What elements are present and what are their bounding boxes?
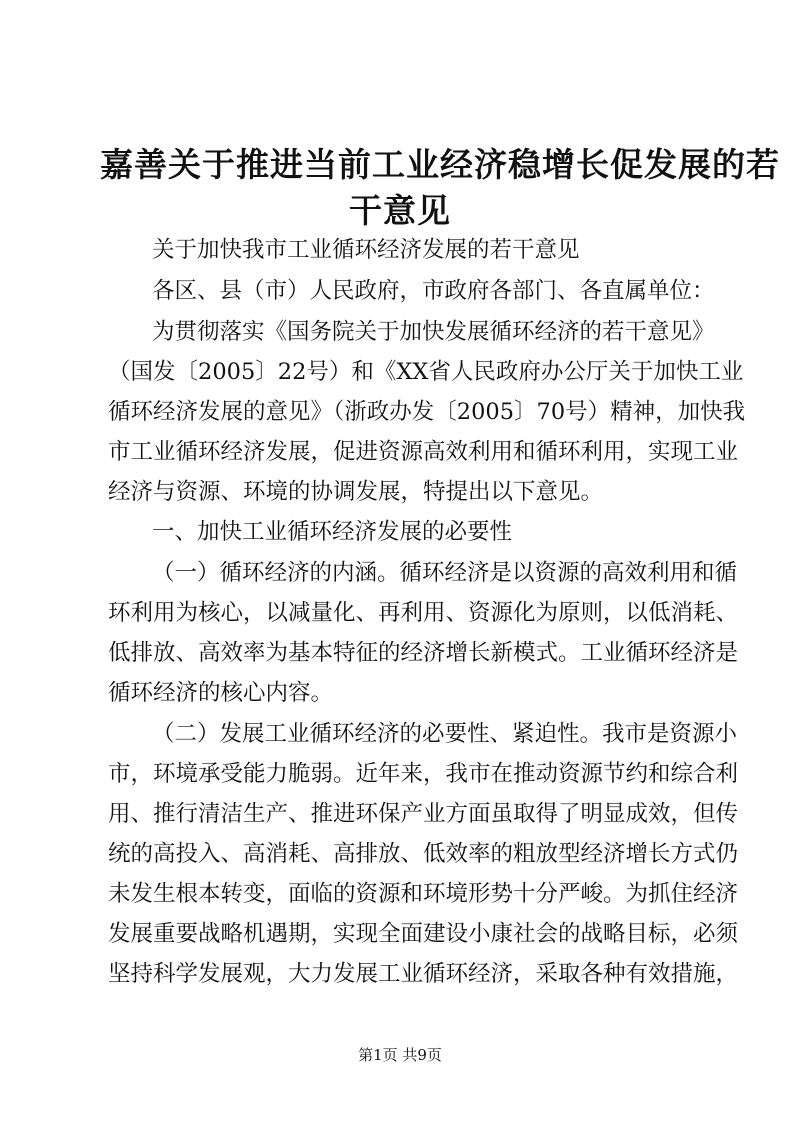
paragraph-line: 循环经济发展的意见》（浙政办发〔2005〕70号）精神，加快我	[108, 399, 746, 425]
paragraph-line: 用、推行清洁生产、推进环保产业方面虽取得了明显成效，但传	[108, 801, 739, 827]
addressee-line: 各区、县（市）人民政府，市政府各部门、各直属单位：	[152, 278, 715, 304]
paragraph-line: （国发〔2005〕22号）和《XX省人民政府办公厅关于加快工业	[108, 359, 744, 385]
document-title-line-2: 干意见	[349, 191, 451, 230]
paragraph-line: 循环经济的核心内容。	[108, 680, 334, 706]
paragraph-line: 为贯彻落实《国务院关于加快发展循环经济的若干意见》	[152, 319, 715, 345]
paragraph-line: 未发生根本转变，面临的资源和环境形势十分严峻。为抓住经济	[108, 881, 739, 907]
paragraph-line: （一）循环经济的内涵。循环经济是以资源的高效利用和循	[152, 560, 738, 586]
document-title-line-1: 嘉善关于推进当前工业经济稳增长促发展的若	[100, 145, 780, 184]
paragraph-line: 低排放、高效率为基本特征的经济增长新模式。工业循环经济是	[108, 640, 739, 666]
section-heading: 一、加快工业循环经济发展的必要性	[152, 519, 513, 545]
subtitle-line: 关于加快我市工业循环经济发展的若干意见	[152, 237, 580, 263]
paragraph-line: 市工业循环经济发展，促进资源高效利用和循环利用，实现工业	[108, 439, 739, 465]
page-number-footer: 第1页 共9页	[358, 1046, 442, 1064]
paragraph-line: 坚持科学发展观，大力发展工业循环经济，采取各种有效措施，	[108, 961, 739, 987]
paragraph-line: 经济与资源、环境的协调发展，特提出以下意见。	[108, 479, 604, 505]
paragraph-line: 发展重要战略机遇期，实现全面建设小康社会的战略目标，必须	[108, 921, 739, 947]
paragraph-line: 环利用为核心，以减量化、再利用、资源化为原则，以低消耗、	[108, 600, 739, 626]
paragraph-line: 统的高投入、高消耗、高排放、低效率的粗放型经济增长方式仍	[108, 841, 739, 867]
paragraph-line: 市，环境承受能力脆弱。近年来，我市在推动资源节约和综合利	[108, 761, 739, 787]
paragraph-line: （二）发展工业循环经济的必要性、紧迫性。我市是资源小	[152, 721, 738, 747]
